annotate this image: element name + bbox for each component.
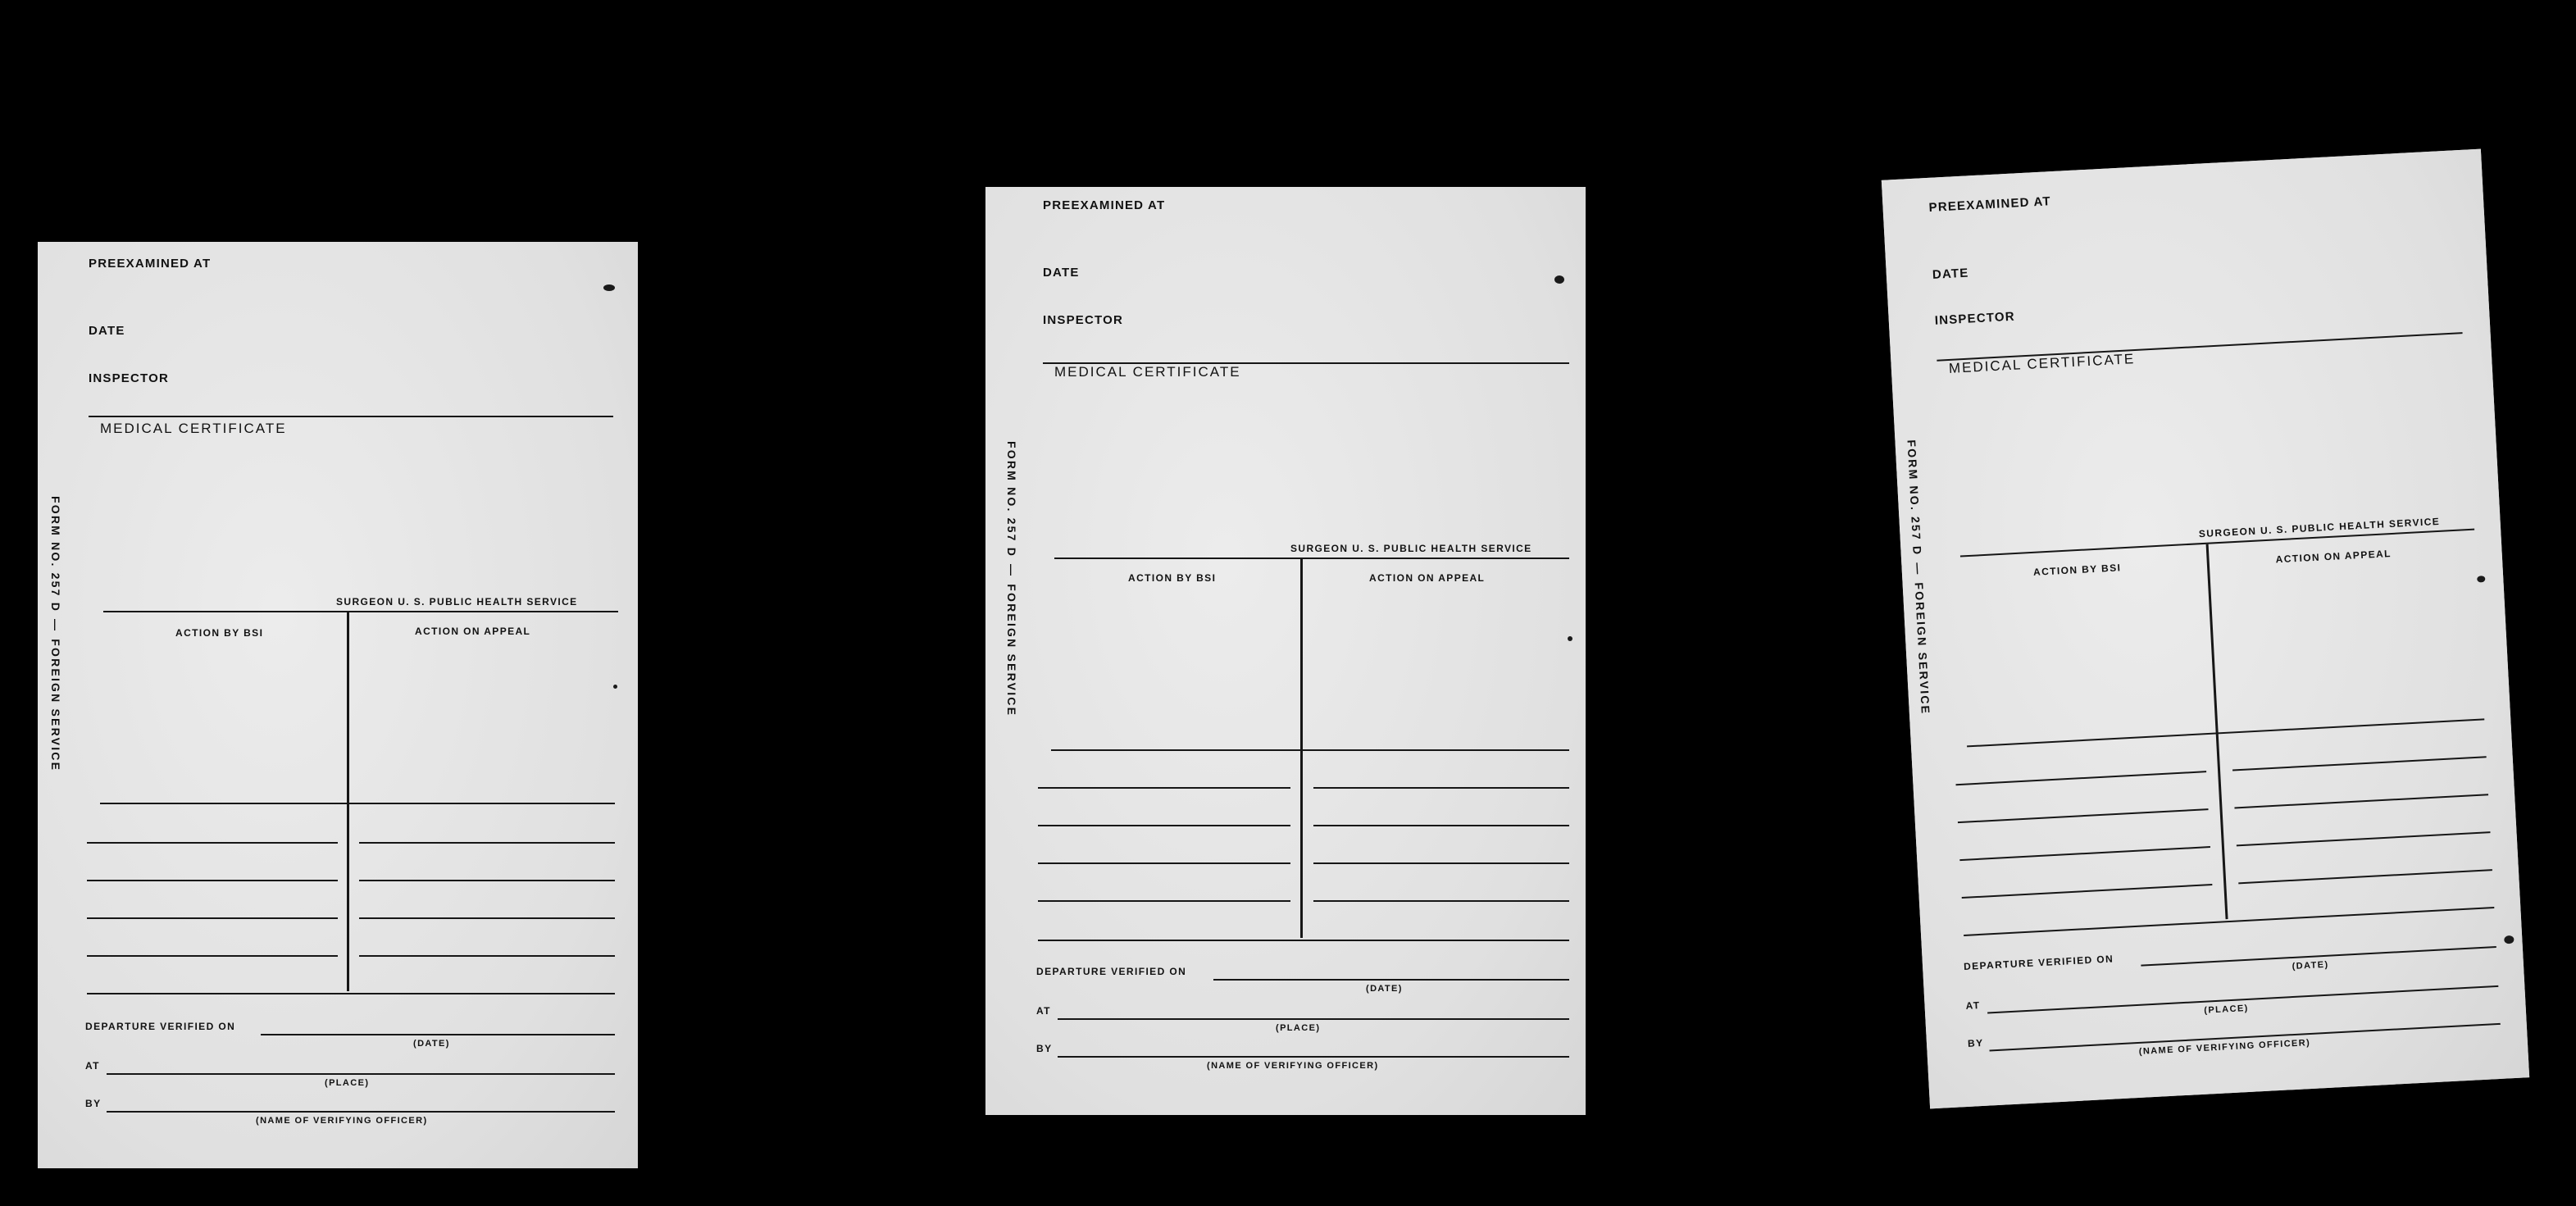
- surgeon-label: SURGEON U. S. PUBLIC HEALTH SERVICE: [1290, 543, 1532, 554]
- medical-certificate-title: MEDICAL CERTIFICATE: [1948, 351, 2136, 376]
- row-line-5b: [2238, 869, 2492, 884]
- at-label: AT: [1965, 999, 1981, 1012]
- place-caption: (PLACE): [325, 1078, 370, 1088]
- action-by-bsi-label: ACTION BY BSI: [1128, 572, 1217, 584]
- form-number: FORM NO. 257 D: [1905, 439, 1924, 557]
- foreign-service: FOREIGN SERVICE: [1005, 584, 1018, 717]
- row-line-2a: [1955, 771, 2206, 785]
- at-label: AT: [1036, 1005, 1051, 1017]
- ink-speck: [613, 685, 617, 689]
- row-line-5a: [1962, 884, 2213, 899]
- by-label: BY: [85, 1098, 102, 1109]
- inspector-label: INSPECTOR: [1934, 309, 2016, 328]
- row-line-3b: [359, 880, 615, 881]
- row-line-1: [1967, 718, 2484, 747]
- row-line-2a: [87, 842, 338, 844]
- departure-verified-label: DEPARTURE VERIFIED ON: [1036, 966, 1187, 977]
- inspector-label: INSPECTOR: [1043, 313, 1124, 327]
- preexamined-at-label: PREEXAMINED AT: [1043, 198, 1166, 212]
- ink-speck: [1554, 275, 1564, 284]
- form-dash: —: [1005, 564, 1018, 578]
- row-line-4b: [2237, 831, 2491, 846]
- date-label: DATE: [1932, 266, 1969, 282]
- date-label: DATE: [1043, 266, 1080, 280]
- foreign-service: FOREIGN SERVICE: [1912, 582, 1933, 716]
- row-line-6: [87, 993, 615, 994]
- departure-date-line: [261, 1034, 615, 1035]
- column-divider: [347, 612, 349, 991]
- row-line-2a: [1038, 787, 1290, 789]
- row-line-3a: [1038, 825, 1290, 826]
- ink-speck: [2477, 576, 2485, 583]
- ink-speck: [1568, 636, 1572, 641]
- row-line-4a: [1038, 862, 1290, 864]
- ink-speck: [2504, 935, 2515, 944]
- row-line-4b: [359, 917, 615, 919]
- row-line-4b: [1313, 862, 1569, 864]
- date-caption: (DATE): [1366, 984, 1403, 994]
- by-label: BY: [1967, 1036, 1984, 1049]
- action-on-appeal-label: ACTION ON APPEAL: [415, 626, 531, 637]
- form-card-left: [38, 242, 638, 1168]
- row-line-1: [100, 803, 615, 804]
- preexamined-at-label: PREEXAMINED AT: [89, 257, 212, 271]
- row-line-6: [1964, 907, 2494, 936]
- form-number: FORM NO. 257 D: [49, 496, 62, 613]
- officer-line: [1058, 1056, 1569, 1058]
- row-line-5a: [1038, 900, 1290, 902]
- row-line-6: [1038, 940, 1569, 941]
- action-on-appeal-label: ACTION ON APPEAL: [2275, 548, 2392, 566]
- place-caption: (PLACE): [1276, 1023, 1321, 1033]
- officer-caption: (NAME OF VERIFYING OFFICER): [1207, 1061, 1379, 1071]
- row-line-2b: [359, 842, 615, 844]
- by-label: BY: [1036, 1043, 1053, 1054]
- surgeon-line: [103, 611, 618, 612]
- form-card-middle: [985, 187, 1586, 1115]
- column-divider: [1300, 559, 1303, 938]
- form-dash: —: [1911, 562, 1926, 576]
- row-line-3b: [2234, 794, 2488, 808]
- inspector-label: INSPECTOR: [89, 371, 170, 385]
- departure-date-line: [1213, 979, 1569, 981]
- foreign-service: FOREIGN SERVICE: [49, 639, 62, 772]
- row-line-5a: [87, 955, 338, 957]
- form-dash: —: [49, 619, 62, 633]
- row-line-2b: [1313, 787, 1569, 789]
- row-line-4a: [1959, 846, 2210, 861]
- row-line-3a: [87, 880, 338, 881]
- officer-line: [107, 1111, 615, 1113]
- row-line-3b: [1313, 825, 1569, 826]
- row-line-1: [1051, 749, 1569, 751]
- place-line: [107, 1073, 615, 1075]
- departure-verified-label: DEPARTURE VERIFIED ON: [85, 1021, 236, 1032]
- officer-caption: (NAME OF VERIFYING OFFICER): [2138, 1037, 2311, 1057]
- form-number-vertical: [1898, 439, 1933, 716]
- inspector-line: [89, 416, 613, 417]
- row-line-4a: [87, 917, 338, 919]
- date-label: DATE: [89, 324, 125, 338]
- action-by-bsi-label: ACTION BY BSI: [175, 627, 264, 639]
- date-caption: (DATE): [2292, 959, 2329, 972]
- form-number: FORM NO. 257 D: [1005, 441, 1018, 558]
- action-on-appeal-label: ACTION ON APPEAL: [1369, 572, 1486, 584]
- row-line-3a: [1958, 808, 2209, 823]
- at-label: AT: [85, 1060, 100, 1072]
- date-caption: (DATE): [413, 1039, 450, 1049]
- form-number-vertical: [43, 496, 62, 772]
- surgeon-label: SURGEON U. S. PUBLIC HEALTH SERVICE: [2198, 515, 2441, 540]
- surgeon-label: SURGEON U. S. PUBLIC HEALTH SERVICE: [336, 596, 578, 608]
- row-line-2b: [2232, 756, 2487, 771]
- departure-verified-label: DEPARTURE VERIFIED ON: [1963, 953, 2114, 972]
- place-line: [1058, 1018, 1569, 1020]
- row-line-5b: [1313, 900, 1569, 902]
- form-number-vertical: [999, 441, 1018, 717]
- action-by-bsi-label: ACTION BY BSI: [2032, 562, 2122, 578]
- surgeon-line: [1054, 557, 1569, 559]
- preexamined-at-label: PREEXAMINED AT: [1928, 194, 2052, 215]
- ink-speck: [603, 284, 615, 291]
- officer-caption: (NAME OF VERIFYING OFFICER): [256, 1116, 428, 1126]
- place-caption: (PLACE): [2204, 1003, 2250, 1016]
- medical-certificate-title: MEDICAL CERTIFICATE: [100, 421, 287, 436]
- medical-certificate-title: MEDICAL CERTIFICATE: [1054, 364, 1241, 380]
- row-line-5b: [359, 955, 615, 957]
- form-card-right: [1882, 149, 2529, 1109]
